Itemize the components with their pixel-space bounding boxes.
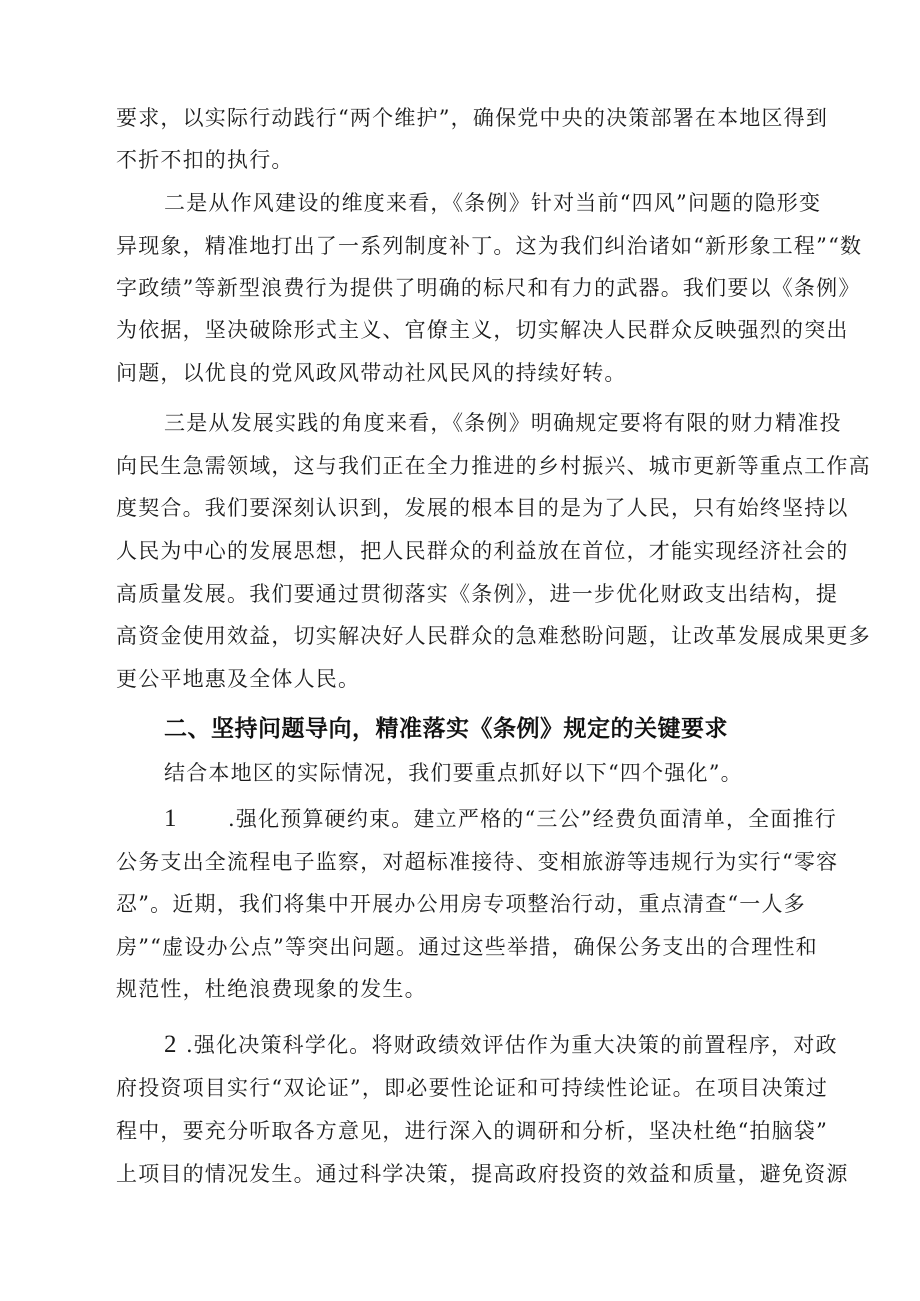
paragraph-line: 府投资项目实行“双论证”，即必要性论证和可持续性论证。在项目决策过	[116, 1076, 829, 1100]
paragraph-line: 程中，要充分听取各方意见，进行深入的调研和分析，坚决杜绝“拍脑袋”	[116, 1119, 829, 1143]
paragraph-line: 公务支出全流程电子监察，对超标准接待、变相旅游等违规行为实行“零容	[116, 850, 839, 874]
paragraph-line: 规范性，杜绝浪费现象的发生。	[116, 977, 427, 1001]
paragraph-line: 字政绩”等新型浪费行为提供了明确的标尺和有力的武器。我们要以《条例》	[116, 276, 861, 300]
paragraph-line: 为依据，坚决破除形式主义、官僚主义，切实解决人民群众反映强烈的突出	[116, 318, 849, 342]
list-item-text: .强化预算硬约束。建立严格的“三公”经费负面清单，全面推行	[228, 807, 837, 831]
list-item-first-line	[164, 804, 837, 834]
paragraph-line: 高资金使用效益，切实解决好人民群众的急难愁盼问题，让改革发展成果更多	[116, 624, 871, 648]
paragraph-line: 要求，以实际行动践行“两个维护”，确保党中央的决策部署在本地区得到	[116, 106, 829, 130]
list-item-number: 1	[164, 805, 178, 832]
paragraph-line: 高质量发展。我们要通过贯彻落实《条例》，进一步优化财政支出结构，提	[116, 582, 839, 606]
list-item-text: .强化决策科学化。将财政绩效评估作为重大决策的前置程序，对政	[186, 1033, 838, 1057]
paragraph-line: 二是从作风建设的维度来看，《条例》针对当前“四风”问题的隐形变	[164, 191, 822, 215]
paragraph-line: 问题，以优良的党风政风带动社风民风的持续好转。	[116, 361, 627, 385]
section-intro: 结合本地区的实际情况，我们要重点抓好以下“四个强化”。	[164, 761, 743, 785]
paragraph-line: 不折不扣的执行。	[116, 148, 294, 172]
section-heading: 二、坚持问题导向，精准落实《条例》规定的关键要求	[164, 716, 728, 742]
paragraph-line: 人民为中心的发展思想，把人民群众的利益放在首位，才能实现经济社会的	[116, 539, 849, 563]
paragraph-line: 房”“虚设办公点”等突出问题。通过这些举措，确保公务支出的合理性和	[116, 935, 818, 959]
paragraph-line: 上项目的情况发生。通过科学决策，提高政府投资的效益和质量，避免资源	[116, 1162, 849, 1186]
list-item-number: 2	[164, 1031, 178, 1058]
paragraph-line: 忍”。近期，我们将集中开展办公用房专项整治行动，重点清查“一人多	[116, 892, 806, 916]
paragraph-line: 异现象，精准地打出了一系列制度补丁。这为我们纠治诸如“新形象工程”“数	[116, 234, 863, 258]
paragraph-line: 三是从发展实践的角度来看，《条例》明确规定要将有限的财力精准投	[164, 411, 842, 435]
paragraph-line: 向民生急需领域，这与我们正在全力推进的乡村振兴、城市更新等重点工作高	[116, 454, 871, 478]
paragraph-line: 更公平地惠及全体人民。	[116, 667, 361, 691]
paragraph-line: 度契合。我们要深刻认识到，发展的根本目的是为了人民，只有始终坚持以	[116, 496, 849, 520]
list-item-first-line	[164, 1030, 838, 1060]
